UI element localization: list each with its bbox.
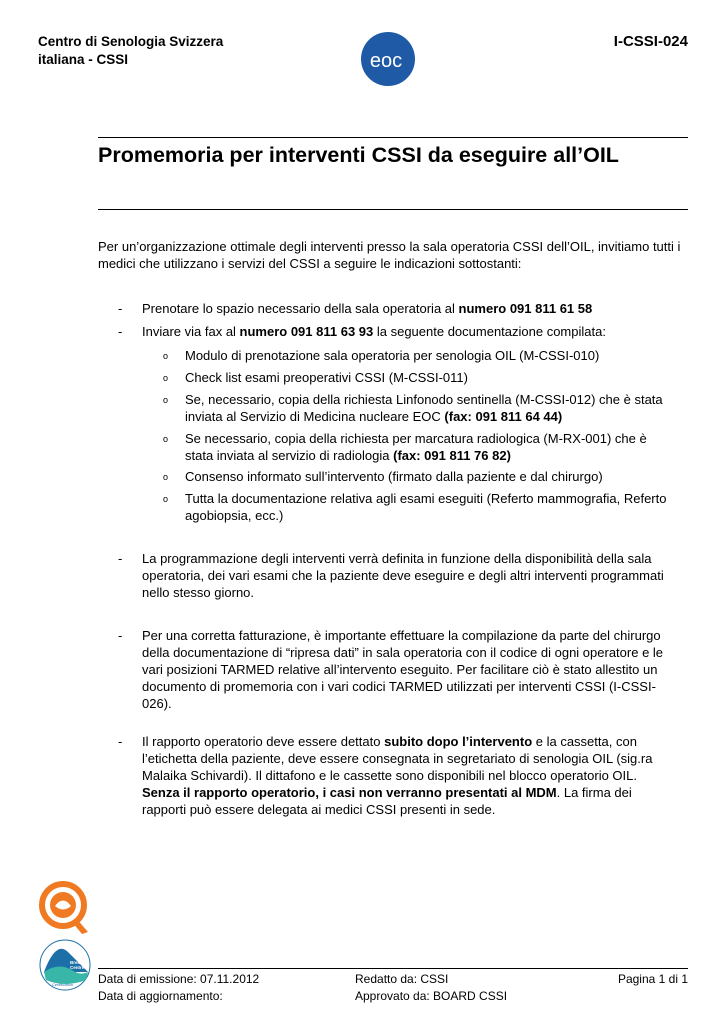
page-title: Promemoria per interventi CSSI da eseguire all’OIL xyxy=(98,143,619,167)
title-bottom-rule xyxy=(98,209,688,210)
list-item-line: e la cassetta, con xyxy=(532,734,637,749)
list-item-text xyxy=(142,300,592,317)
cert-logo-text-3: Certification xyxy=(52,982,74,987)
sub-item-text-line1: Tutta la documentazione relativa agli esami eseguiti (Referto mammografia, Referto xyxy=(185,491,667,506)
update-date: Data di aggiornamento: xyxy=(98,989,223,1003)
author: Redatto da: CSSI xyxy=(355,972,449,986)
list-item-line: l’etichetta della paziente, deve essere consegnata in segretariato di senologia OIL (sig.ra xyxy=(142,751,653,766)
emphasis-warning: Senza il rapporto operatorio, i casi non verranno presentati al MDM xyxy=(142,785,557,800)
fax-number-radiology: (fax: 091 811 76 82) xyxy=(393,448,511,463)
breast-centres-certification-logo xyxy=(38,938,94,994)
eoc-logo-text: eoc xyxy=(369,50,403,72)
footer-authors xyxy=(355,971,507,1005)
list-item xyxy=(118,550,698,602)
list-item-line: nello stesso giorno. xyxy=(142,585,255,600)
emission-date: Data di emissione: 07.11.2012 xyxy=(98,972,260,986)
approver: Approvato da: BOARD CSSI xyxy=(355,989,508,1003)
list-item-line: La programmazione degli interventi verrà definita in funzione della disponibilità della sala xyxy=(142,551,652,566)
sub-item-text-line1: Se necessario, copia della richiesta per marcatura radiologica (M-RX-001) che è xyxy=(185,431,647,446)
page-number: Pagina 1 di 1 xyxy=(617,972,688,986)
list-item-line: Il rapporto operatorio deve essere dettato xyxy=(142,734,385,749)
list-item-line: rapporti può essere delegata ai medici CSSI presenti in sede. xyxy=(142,802,496,817)
list-item-line: Per una corretta fatturazione, è importante effettuare la compilazione da parte del chirurgo xyxy=(142,628,661,643)
footer-rule xyxy=(98,968,688,969)
title-top-rule xyxy=(98,137,688,138)
organization-name-line1: Centro di Senologia Svizzera xyxy=(38,34,224,49)
dash-bullet: - xyxy=(118,628,123,643)
list-item xyxy=(118,733,698,819)
booking-phone-number: numero 091 811 61 58 xyxy=(458,301,593,316)
footer-dates xyxy=(98,971,259,1005)
list-item-line: vari posizioni TARMED relative all’intervento eseguito. Per facilitare ciò è stato allestito un xyxy=(142,662,658,677)
sub-item-text xyxy=(185,490,666,524)
list-item-text xyxy=(142,627,663,712)
list-item xyxy=(118,627,698,713)
sub-list-item xyxy=(163,430,693,464)
fax-number-nuclear-medicine: (fax: 091 811 64 44) xyxy=(444,409,563,424)
list-item-line: 026). xyxy=(142,696,172,711)
organization-name xyxy=(38,33,223,69)
cert-logo-text-2: Centres xyxy=(70,965,87,970)
sub-item-text-line2: inviata al Servizio di Medicina nucleare EOC xyxy=(185,409,445,424)
sub-item-text: Modulo di prenotazione sala operatoria per senologia OIL (M-CSSI-010) xyxy=(185,348,600,363)
cert-logo-text-1: Breast xyxy=(70,960,85,965)
circle-bullet: o xyxy=(163,373,169,383)
intro-paragraph: Per un’organizzazione ottimale degli interventi presso la sala operatoria CSSI dell’OIL, invitiamo tutti i medici che utilizzano i servizi del CSSI a seguire le indicazioni sottostanti: xyxy=(98,239,681,271)
sub-item-text xyxy=(185,430,647,464)
organization-name-line2: italiana - CSSI xyxy=(38,52,129,67)
circle-bullet: o xyxy=(163,472,169,482)
list-item-text xyxy=(142,550,664,601)
booking-text: Prenotare lo spazio necessario della sala operatoria al xyxy=(142,301,459,316)
dash-bullet: - xyxy=(118,324,123,339)
sub-list-item xyxy=(163,391,693,425)
list-item-line: della documentazione di “ripresa dati” in sala operatoria con il codice di ogni operatore e le xyxy=(142,645,664,660)
eoc-logo xyxy=(360,31,416,87)
dash-bullet: - xyxy=(118,734,123,749)
sub-item-text xyxy=(185,391,663,425)
sub-item-text-line2: agobiopsia, ecc.) xyxy=(185,508,284,523)
sub-item-text: Consenso informato sull’intervento (firmato dalla paziente e dal chirurgo) xyxy=(185,469,603,484)
fax-number: numero 091 811 63 93 xyxy=(239,324,374,339)
fax-text-b: la seguente documentazione compilata: xyxy=(373,324,606,339)
list-item-line: Malaika Schivardi). Il dittafono e le cassette sono disponibili nel blocco operatorio OIL. xyxy=(142,768,637,783)
sub-list-item xyxy=(163,490,693,524)
fax-text-a: Inviare via fax al xyxy=(142,324,240,339)
list-item-line: documento di promemoria con i vari codici TARMED utilizzati per interventi CSSI (I-CSSI- xyxy=(142,679,656,694)
circle-bullet: o xyxy=(163,434,169,444)
document-code: I-CSSI-024 xyxy=(613,33,688,50)
sub-item-text-line2: stata inviata al servizio di radiologia xyxy=(185,448,394,463)
list-item-text xyxy=(142,733,652,818)
list-item-line: . La firma dei xyxy=(556,785,632,800)
dash-bullet: - xyxy=(118,551,123,566)
list-item-line: operatoria, dei vari esami che la paziente deve eseguire e degli altri interventi programmati xyxy=(142,568,664,583)
emphasis-timing: subito dopo l’intervento xyxy=(384,734,533,749)
sub-item-text-line1: Se, necessario, copia della richiesta Linfonodo sentinella (M-CSSI-012) che è stata xyxy=(185,392,663,407)
dash-bullet: - xyxy=(118,301,123,316)
circle-bullet: o xyxy=(163,351,169,361)
list-item-text xyxy=(142,323,606,340)
quality-badge-icon xyxy=(38,880,92,936)
sub-item-text: Check list esami preoperativi CSSI (M-CSSI-011) xyxy=(185,370,468,385)
circle-bullet: o xyxy=(163,494,169,504)
circle-bullet: o xyxy=(163,395,169,405)
